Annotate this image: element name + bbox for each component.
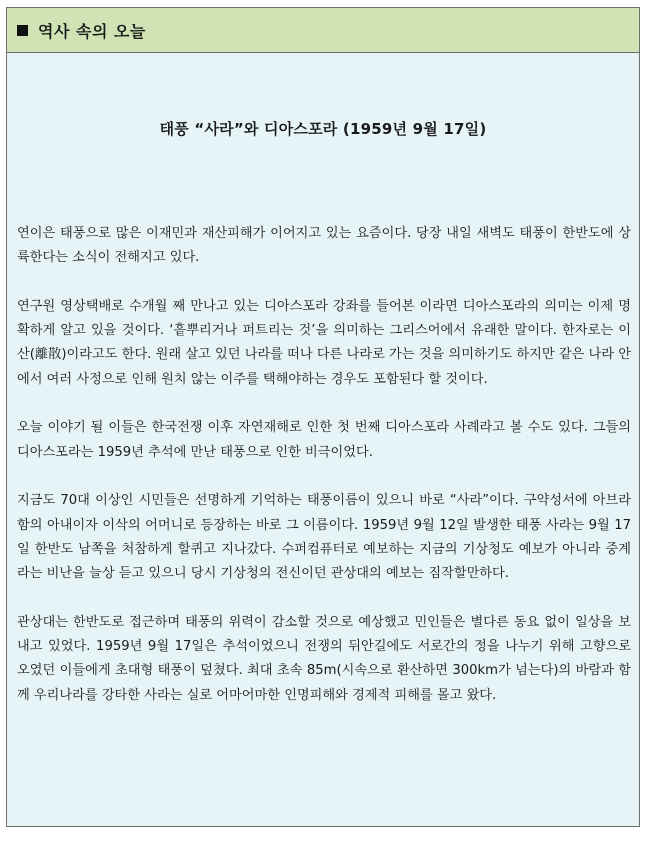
article-title: 태풍 “사라”와 디아스포라 (1959년 9월 17일) bbox=[159, 120, 487, 138]
document-frame bbox=[6, 7, 640, 827]
black-square-icon bbox=[17, 25, 28, 36]
paragraph-2: 연구원 영상택배로 수개월 째 만나고 있는 디아스포라 강좌를 들어본 이라면 디아스포라의 의미는 이제 명확하게 알고 있을 것이다. ‘흩뿌리거나 퍼트리는 것’을 의미하는 그리스어에서 유래한 말이다. 한자로는 이산(離散)이라고도 한다. 원래 살고 있던 나라를 떠나 다른 나라로 가는 것을 의미하기도 하지만 같은 나라 안에서 여러 사정으로 인해 원치 않는 이주를 택해야하는 경우도 포함된다 할 것이다. bbox=[17, 298, 631, 387]
paragraph-4: 지금도 70대 이상인 시민들은 선명하게 기억하는 태풍이름이 있으니 바로 “사라”이다. 구약성서에 아브라함의 아내이자 이삭의 어머니로 등장하는 바로 그 이름이다. 1959년 9월 12일 발생한 태풍 사라는 9월 17일 한반도 남쪽을 처참하게 할퀴고 지나갔다. 수퍼컴퓨터로 예보하는 지금의 기상청도 예보가 아니라 중계라는 비난을 늘상 듣고 있으니 당시 기상청의 전신이던 관상대의 예보는 짐작할만하다. bbox=[17, 493, 631, 582]
section-title: 역사 속의 오늘 bbox=[38, 21, 146, 41]
paragraph-5: 관상대는 한반도로 접근하며 태풍의 위력이 감소할 것으로 예상했고 민인들은 별다른 동요 없이 일상을 보내고 있었다. 1959년 9월 17일은 추석이었으니 전쟁의 뒤안길에도 서로간의 정을 나누기 위해 고향으로 오였던 이들에게 초대형 태풍이 덮쳤다. 최대 초속 85m(시속으로 환산하면 300km가 넘는다)의 바람과 함께 우리나라를 강타한 사라는 실로 어마어마한 인명피해와 경제적 피해를 몰고 왔다. bbox=[17, 614, 631, 703]
paragraph-1: 연이은 태풍으로 많은 이재민과 재산피해가 이어지고 있는 요즘이다. 당장 내일 새벽도 태풍이 한반도에 상륙한다는 소식이 전해지고 있다. bbox=[17, 226, 631, 266]
paragraph-3: 오늘 이야기 될 이들은 한국전쟁 이후 자연재해로 인한 첫 번째 디아스포라 사례라고 볼 수도 있다. 그들의 디아스포라는 1959년 추석에 만난 태풍으로 인한 비극이었다. bbox=[17, 420, 631, 460]
section-header bbox=[7, 8, 639, 53]
article-body bbox=[17, 222, 631, 732]
